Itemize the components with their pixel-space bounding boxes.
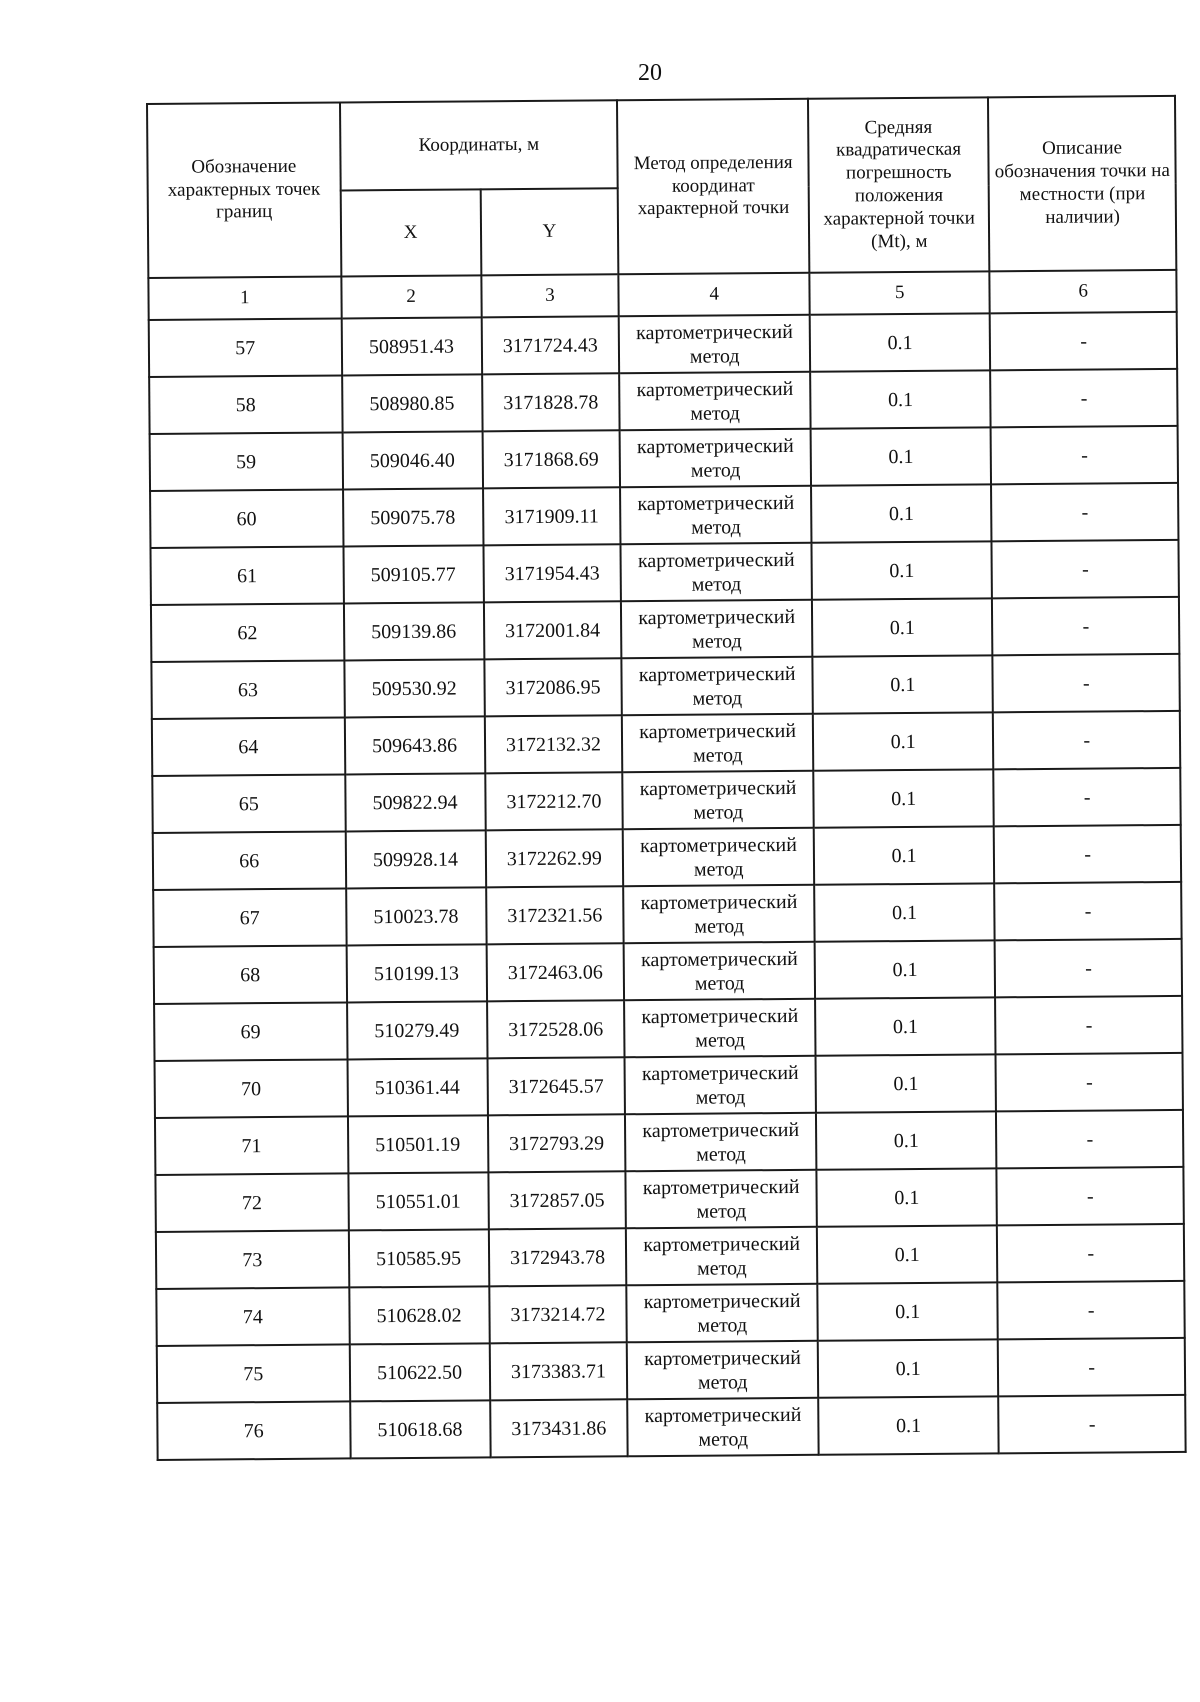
header-points: Обозначение характерных точек границ [147, 102, 341, 278]
column-number: 1 [148, 276, 341, 320]
point-cell: 74 [156, 1287, 349, 1346]
point-cell: 60 [150, 489, 343, 548]
x-coordinate-cell: 509105.77 [343, 545, 483, 603]
method-cell: картометрический метод [627, 1284, 818, 1342]
x-coordinate-cell: 509643.86 [344, 716, 484, 774]
y-coordinate-cell: 3171724.43 [481, 316, 619, 374]
header-description: Описание обозначения точки на местности (при наличии) [988, 96, 1176, 271]
description-cell: - [995, 996, 1182, 1054]
method-cell: картометрический метод [625, 1056, 816, 1114]
point-cell: 76 [157, 1401, 350, 1460]
point-cell: 59 [150, 432, 343, 491]
table-row [156, 1224, 1184, 1289]
method-cell: картометрический метод [627, 1341, 818, 1399]
y-coordinate-cell: 3173431.86 [490, 1399, 628, 1457]
y-coordinate-cell: 3172262.99 [485, 829, 623, 887]
table-row [150, 540, 1178, 605]
y-coordinate-cell: 3172321.56 [486, 886, 624, 944]
method-cell: картометрический метод [620, 429, 811, 487]
description-cell: - [991, 369, 1178, 427]
x-coordinate-cell: 509139.86 [344, 602, 484, 660]
column-number: 6 [990, 270, 1177, 313]
y-coordinate-cell: 3172793.29 [487, 1114, 625, 1172]
description-cell: - [997, 1167, 1184, 1225]
x-coordinate-cell: 509928.14 [345, 830, 485, 888]
description-cell: - [996, 1110, 1183, 1168]
method-cell: картометрический метод [621, 600, 812, 658]
y-coordinate-cell: 3172943.78 [488, 1228, 626, 1286]
method-cell: картометрический метод [624, 942, 815, 1000]
column-number: 2 [341, 275, 481, 318]
error-cell: 0.1 [818, 1396, 999, 1454]
y-coordinate-cell: 3172086.95 [484, 658, 622, 716]
point-cell: 72 [155, 1173, 348, 1232]
y-coordinate-cell: 3171954.43 [483, 544, 621, 602]
point-cell: 63 [151, 660, 344, 719]
column-number: 4 [619, 273, 810, 316]
page-number: 20 [638, 60, 662, 86]
method-cell: картометрический метод [624, 999, 815, 1057]
method-cell: картометрический метод [626, 1170, 817, 1228]
description-cell: - [993, 654, 1180, 712]
y-coordinate-cell: 3172857.05 [488, 1171, 626, 1229]
table-row [155, 1167, 1183, 1232]
error-cell: 0.1 [811, 427, 992, 485]
table-row [150, 483, 1178, 548]
table-row [149, 369, 1177, 434]
point-cell: 69 [154, 1002, 347, 1061]
error-cell: 0.1 [812, 598, 993, 656]
y-coordinate-cell: 3171828.78 [482, 373, 620, 431]
error-cell: 0.1 [817, 1282, 998, 1340]
description-cell: - [999, 1395, 1186, 1453]
x-coordinate-cell: 510618.68 [350, 1400, 490, 1458]
y-coordinate-cell: 3172528.06 [487, 1000, 625, 1058]
point-cell: 75 [157, 1344, 350, 1403]
method-cell: картометрический метод [623, 828, 814, 886]
x-coordinate-cell: 510551.01 [348, 1172, 488, 1230]
table-row [157, 1338, 1185, 1403]
y-coordinate-cell: 3172645.57 [487, 1057, 625, 1115]
description-cell: - [991, 483, 1178, 541]
table-row [151, 654, 1179, 719]
method-cell: картометрический метод [628, 1398, 819, 1456]
table-row [153, 825, 1181, 890]
y-coordinate-cell: 3173383.71 [489, 1342, 627, 1400]
x-coordinate-cell: 508951.43 [341, 317, 481, 375]
point-cell: 62 [151, 603, 344, 662]
method-cell: картометрический метод [619, 315, 810, 373]
description-cell: - [995, 939, 1182, 997]
method-cell: картометрический метод [625, 1113, 816, 1171]
point-cell: 65 [152, 774, 345, 833]
column-number: 3 [481, 274, 619, 317]
method-cell: картометрический метод [626, 1227, 817, 1285]
x-coordinate-cell: 509046.40 [342, 431, 482, 489]
method-cell: картометрический метод [621, 543, 812, 601]
y-coordinate-cell: 3173214.72 [489, 1285, 627, 1343]
error-cell: 0.1 [812, 655, 993, 713]
header-x: X [340, 189, 481, 276]
description-cell: - [994, 768, 1181, 826]
error-cell: 0.1 [814, 826, 995, 884]
x-coordinate-cell: 510622.50 [349, 1343, 489, 1401]
error-cell: 0.1 [814, 883, 995, 941]
x-coordinate-cell: 510361.44 [347, 1058, 487, 1116]
y-coordinate-cell: 3172463.06 [486, 943, 624, 1001]
point-cell: 61 [150, 546, 343, 605]
error-cell: 0.1 [811, 484, 992, 542]
x-coordinate-cell: 510023.78 [346, 887, 486, 945]
coordinates-table [146, 95, 1187, 1461]
error-cell: 0.1 [817, 1225, 998, 1283]
description-cell: - [991, 426, 1178, 484]
table-row [156, 1281, 1184, 1346]
header-y: Y [480, 188, 619, 275]
x-coordinate-cell: 509075.78 [343, 488, 483, 546]
point-cell: 71 [155, 1116, 348, 1175]
description-cell: - [998, 1281, 1185, 1339]
error-cell: 0.1 [815, 997, 996, 1055]
header-error: Средняя квадратическая погрешность положения характерной точки (Mt), м [808, 97, 990, 272]
y-coordinate-cell: 3172132.32 [484, 715, 622, 773]
error-cell: 0.1 [810, 370, 991, 428]
point-cell: 64 [152, 717, 345, 776]
point-cell: 66 [153, 831, 346, 890]
error-cell: 0.1 [813, 769, 994, 827]
table-row [155, 1110, 1183, 1175]
point-cell: 73 [156, 1230, 349, 1289]
point-cell: 57 [149, 318, 342, 377]
header-coordinates: Координаты, м [340, 100, 618, 190]
y-coordinate-cell: 3172001.84 [483, 601, 621, 659]
y-coordinate-cell: 3171909.11 [483, 487, 621, 545]
error-cell: 0.1 [818, 1339, 999, 1397]
x-coordinate-cell: 510585.95 [348, 1229, 488, 1287]
point-cell: 70 [155, 1059, 348, 1118]
column-number: 5 [809, 271, 990, 314]
x-coordinate-cell: 510279.49 [347, 1001, 487, 1059]
point-cell: 68 [154, 945, 347, 1004]
x-coordinate-cell: 510628.02 [349, 1286, 489, 1344]
table-row [153, 882, 1181, 947]
header-method: Метод определения координат характерной точки [617, 99, 809, 274]
error-cell: 0.1 [810, 313, 991, 371]
point-cell: 58 [149, 375, 342, 434]
table-row [155, 1053, 1183, 1118]
error-cell: 0.1 [816, 1111, 997, 1169]
method-cell: картометрический метод [624, 885, 815, 943]
method-cell: картометрический метод [623, 771, 814, 829]
y-coordinate-cell: 3171868.69 [482, 430, 620, 488]
table-row [152, 711, 1180, 776]
y-coordinate-cell: 3172212.70 [485, 772, 623, 830]
description-cell: - [992, 540, 1179, 598]
x-coordinate-cell: 509530.92 [344, 659, 484, 717]
error-cell: 0.1 [815, 940, 996, 998]
description-cell: - [995, 882, 1182, 940]
error-cell: 0.1 [815, 1054, 996, 1112]
table-row [151, 597, 1179, 662]
method-cell: картометрический метод [622, 657, 813, 715]
x-coordinate-cell: 510501.19 [348, 1115, 488, 1173]
description-cell: - [993, 711, 1180, 769]
description-cell: - [996, 1053, 1183, 1111]
description-cell: - [994, 825, 1181, 883]
table-row [154, 996, 1182, 1061]
description-cell: - [998, 1338, 1185, 1396]
table-body [149, 312, 1186, 1460]
table-row [149, 312, 1177, 377]
x-coordinate-cell: 509822.94 [345, 773, 485, 831]
point-cell: 67 [153, 888, 346, 947]
error-cell: 0.1 [811, 541, 992, 599]
x-coordinate-cell: 510199.13 [346, 944, 486, 1002]
table-row [154, 939, 1182, 1004]
x-coordinate-cell: 508980.85 [342, 374, 482, 432]
table-row [157, 1395, 1185, 1460]
description-cell: - [990, 312, 1177, 370]
description-cell: - [992, 597, 1179, 655]
error-cell: 0.1 [813, 712, 994, 770]
method-cell: картометрический метод [620, 372, 811, 430]
table-row [152, 768, 1180, 833]
error-cell: 0.1 [816, 1168, 997, 1226]
table-row [150, 426, 1178, 491]
method-cell: картометрический метод [620, 486, 811, 544]
description-cell: - [997, 1224, 1184, 1282]
method-cell: картометрический метод [622, 714, 813, 772]
